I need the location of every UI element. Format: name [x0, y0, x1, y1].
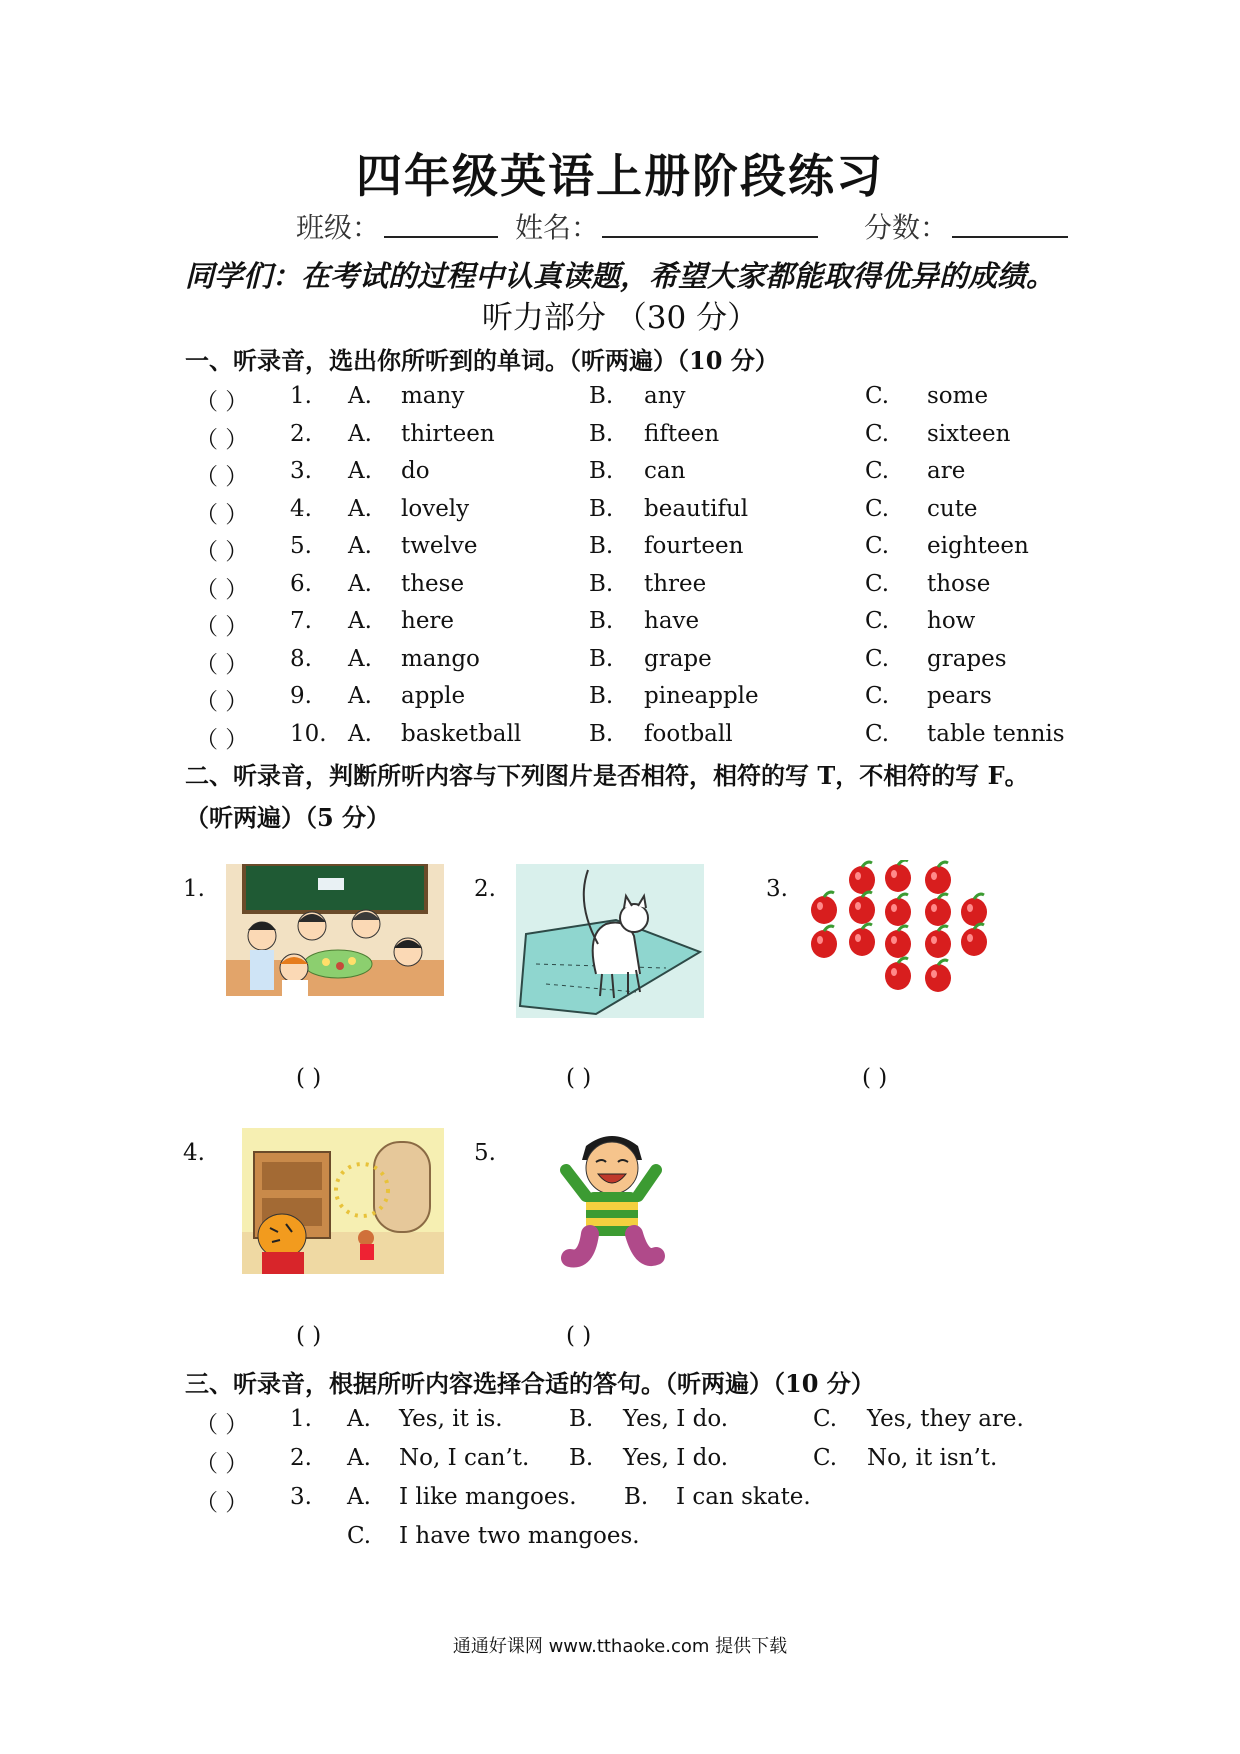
option-c: grapes	[927, 645, 1007, 672]
option-letter-c: C.	[865, 570, 890, 597]
answer-paren[interactable]: （ ）	[195, 1412, 249, 1438]
option-c: pears	[927, 683, 992, 709]
option-letter-c: C.	[865, 720, 890, 747]
apples-picture	[806, 860, 1002, 1002]
item-number: 9.	[290, 683, 312, 709]
option-c: No, it isn’t.	[867, 1445, 998, 1471]
apple-icon	[925, 964, 951, 992]
listening-heading: 听力部分 （30 分）	[481, 300, 759, 336]
apple-leaf	[938, 894, 948, 899]
option-b: fifteen	[644, 420, 720, 447]
option-letter-a: A.	[348, 570, 372, 597]
apple-icon	[925, 866, 951, 894]
section2-heading-line2: （听两遍）（5 分）	[185, 803, 391, 832]
apple-icon	[925, 930, 951, 958]
apple-highlight	[817, 902, 823, 910]
item-number: 2.	[290, 1445, 312, 1471]
option-a: thirteen	[401, 420, 495, 447]
apple-leaf	[824, 926, 834, 931]
option-letter-c: C.	[813, 1406, 838, 1432]
option-letter-a: A.	[348, 720, 372, 747]
option-letter-a: A.	[348, 383, 372, 409]
item-number: 8.	[290, 645, 312, 672]
apple-icon	[885, 962, 911, 990]
option-letter-a: A.	[347, 1484, 371, 1510]
option-a: Yes, it is.	[399, 1406, 503, 1432]
answer-paren[interactable]: （ ）	[195, 614, 249, 640]
option-letter-a: A.	[348, 608, 372, 634]
option-a: lovely	[401, 495, 470, 522]
item-number: 2.	[290, 420, 312, 447]
apple-highlight	[855, 934, 861, 942]
option-c: I have two mangoes.	[399, 1523, 640, 1549]
option-c: sixteen	[927, 420, 1011, 447]
happy-boy-picture	[556, 1130, 668, 1276]
apple-leaf	[862, 924, 872, 929]
apple-highlight	[967, 934, 973, 942]
apple-highlight	[855, 872, 861, 880]
item-number: 1.	[290, 383, 312, 409]
option-a: these	[401, 570, 465, 597]
apple-leaf	[898, 926, 908, 931]
item-number: 4.	[290, 495, 312, 522]
classroom-party-picture	[226, 864, 444, 996]
apple-icon	[885, 898, 911, 926]
option-letter-b: B.	[589, 645, 614, 672]
footer: 通通好课网 www.tthaoke.com 提供下载	[452, 1636, 788, 1657]
option-letter-a: A.	[348, 495, 372, 522]
option-letter-b: B.	[589, 608, 614, 634]
option-b: any	[644, 383, 686, 409]
score-blank	[952, 236, 1068, 238]
option-a: do	[401, 458, 430, 484]
apple-highlight	[817, 936, 823, 944]
section1-heading: 一、听录音，选出你所听到的单词。（听两遍）（10 分）	[185, 346, 779, 375]
option-letter-b: B.	[589, 570, 614, 597]
apple-highlight	[931, 904, 937, 912]
section2-heading-line1: 二、听录音，判断所听内容与下列图片是否相符，相符的写 T，不相符的写 F。	[185, 761, 1029, 790]
section3-heading: 三、听录音，根据所听内容选择合适的答句。（听两遍）（10 分）	[185, 1369, 875, 1398]
option-letter-c: C.	[865, 683, 890, 709]
option-b: I can skate.	[676, 1484, 811, 1510]
item-number: 5.	[290, 533, 312, 559]
score-label: 分数：	[864, 211, 949, 244]
option-b: Yes, I do.	[623, 1406, 729, 1432]
apple-highlight	[931, 936, 937, 944]
option-letter-b: B.	[569, 1406, 594, 1432]
option-c: some	[927, 383, 989, 409]
option-letter-c: C.	[865, 645, 890, 672]
apple-highlight	[891, 904, 897, 912]
option-c: Yes, they are.	[867, 1406, 1024, 1432]
option-letter-a: A.	[348, 458, 372, 484]
option-letter-c: C.	[865, 533, 890, 559]
option-letter-b: B.	[589, 420, 614, 447]
option-b: pineapple	[644, 683, 759, 709]
option-a: No, I can’t.	[399, 1445, 530, 1471]
class-label: 班级：	[296, 211, 381, 244]
motto: 同学们：在考试的过程中认真读题，希望大家都能取得优异的成绩。	[185, 259, 1056, 293]
option-letter-b: B.	[589, 458, 614, 484]
option-letter-b: B.	[569, 1445, 594, 1471]
answer-paren-5[interactable]: ( )	[566, 1323, 592, 1349]
option-letter-c: C.	[865, 383, 890, 409]
option-b: grape	[644, 645, 712, 672]
option-letter-a: A.	[348, 645, 372, 672]
answer-paren-4[interactable]: ( )	[296, 1323, 322, 1349]
option-letter-a: A.	[348, 533, 372, 559]
option-letter-b: B.	[589, 495, 614, 522]
apple-leaf	[938, 960, 948, 965]
option-b: Yes, I do.	[623, 1445, 729, 1471]
option-letter-c: C.	[865, 495, 890, 522]
class-blank	[384, 236, 498, 238]
option-b: football	[644, 720, 733, 747]
answer-paren[interactable]: （ ）	[195, 464, 249, 490]
apple-icon	[849, 928, 875, 956]
option-letter-c: C.	[865, 608, 890, 634]
answer-paren[interactable]: （ ）	[195, 1490, 249, 1516]
option-letter-a: A.	[347, 1445, 371, 1471]
apple-highlight	[891, 936, 897, 944]
option-b: have	[644, 608, 700, 634]
apple-icon	[885, 864, 911, 892]
picture-number-3: 3.	[766, 876, 788, 902]
item-number: 3.	[290, 458, 312, 484]
option-letter-c: C.	[865, 458, 890, 484]
item-number: 1.	[290, 1406, 312, 1432]
apple-leaf	[898, 860, 908, 865]
item-number: 10.	[290, 720, 327, 747]
option-letter-b: B.	[589, 383, 614, 409]
answer-paren[interactable]: （ ）	[195, 726, 249, 753]
apple-highlight	[891, 968, 897, 976]
apple-icon	[849, 896, 875, 924]
picture-number-2: 2.	[474, 876, 496, 902]
apple-leaf	[974, 894, 984, 899]
answer-paren[interactable]: （ ）	[195, 689, 249, 715]
apple-icon	[811, 896, 837, 924]
answer-paren[interactable]: （ ）	[195, 539, 249, 565]
option-b: can	[644, 458, 686, 484]
option-c: how	[927, 608, 976, 634]
option-b: beautiful	[644, 495, 749, 522]
option-a: twelve	[401, 533, 478, 559]
option-a: basketball	[401, 720, 522, 747]
apple-leaf	[898, 958, 908, 963]
apple-icon	[925, 898, 951, 926]
picture-number-4: 4.	[183, 1140, 205, 1166]
apple-icon	[961, 898, 987, 926]
answer-paren[interactable]: （ ）	[195, 576, 249, 603]
option-c: are	[927, 458, 966, 484]
name-label: 姓名：	[515, 211, 600, 244]
item-number: 6.	[290, 570, 312, 597]
answer-paren-1[interactable]: ( )	[296, 1065, 322, 1091]
option-letter-b: B.	[589, 533, 614, 559]
option-letter-b: B.	[589, 720, 614, 747]
option-letter-b: B.	[624, 1484, 649, 1510]
answer-paren-2[interactable]: ( )	[566, 1065, 592, 1091]
option-a: I like mangoes.	[399, 1484, 577, 1510]
answer-paren[interactable]: （ ）	[195, 426, 249, 453]
option-letter-c: C.	[865, 420, 890, 447]
page-title: 四年级英语上册阶段练习	[356, 149, 884, 203]
apple-highlight	[931, 872, 937, 880]
option-a: many	[401, 383, 465, 409]
apple-highlight	[967, 904, 973, 912]
apple-icon	[885, 930, 911, 958]
option-letter-c: C.	[347, 1523, 372, 1549]
apple-highlight	[891, 870, 897, 878]
option-letter-c: C.	[813, 1445, 838, 1471]
option-letter-a: A.	[347, 1406, 371, 1432]
option-c: cute	[927, 495, 978, 522]
option-c: table tennis	[927, 720, 1065, 747]
apple-highlight	[931, 970, 937, 978]
item-number: 7.	[290, 608, 312, 634]
option-c: eighteen	[927, 533, 1029, 559]
option-c: those	[927, 570, 991, 597]
item-number: 3.	[290, 1484, 312, 1510]
apple-leaf	[938, 862, 948, 867]
tiger-room-picture	[242, 1128, 444, 1274]
option-b: three	[644, 570, 707, 597]
cat-on-rug-picture	[516, 864, 704, 1018]
option-letter-b: B.	[589, 683, 614, 709]
answer-paren-3[interactable]: ( )	[862, 1065, 888, 1091]
answer-paren[interactable]: （ ）	[195, 651, 249, 678]
answer-paren[interactable]: （ ）	[195, 1451, 249, 1477]
option-letter-a: A.	[348, 420, 372, 447]
apple-icon	[849, 866, 875, 894]
name-blank	[602, 236, 818, 238]
picture-number-5: 5.	[474, 1140, 496, 1166]
apple-highlight	[855, 902, 861, 910]
apple-icon	[811, 930, 837, 958]
apple-icon	[961, 928, 987, 956]
option-b: fourteen	[644, 533, 744, 559]
answer-paren[interactable]: （ ）	[195, 501, 249, 528]
option-a: here	[401, 608, 455, 634]
apple-leaf	[824, 892, 834, 897]
option-a: mango	[401, 645, 480, 672]
option-a: apple	[401, 683, 466, 709]
apple-leaf	[862, 862, 872, 867]
apple-leaf	[938, 926, 948, 931]
apple-leaf	[898, 894, 908, 899]
picture-number-1: 1.	[183, 876, 205, 902]
option-letter-a: A.	[348, 683, 372, 709]
answer-paren[interactable]: （ ）	[195, 389, 249, 415]
